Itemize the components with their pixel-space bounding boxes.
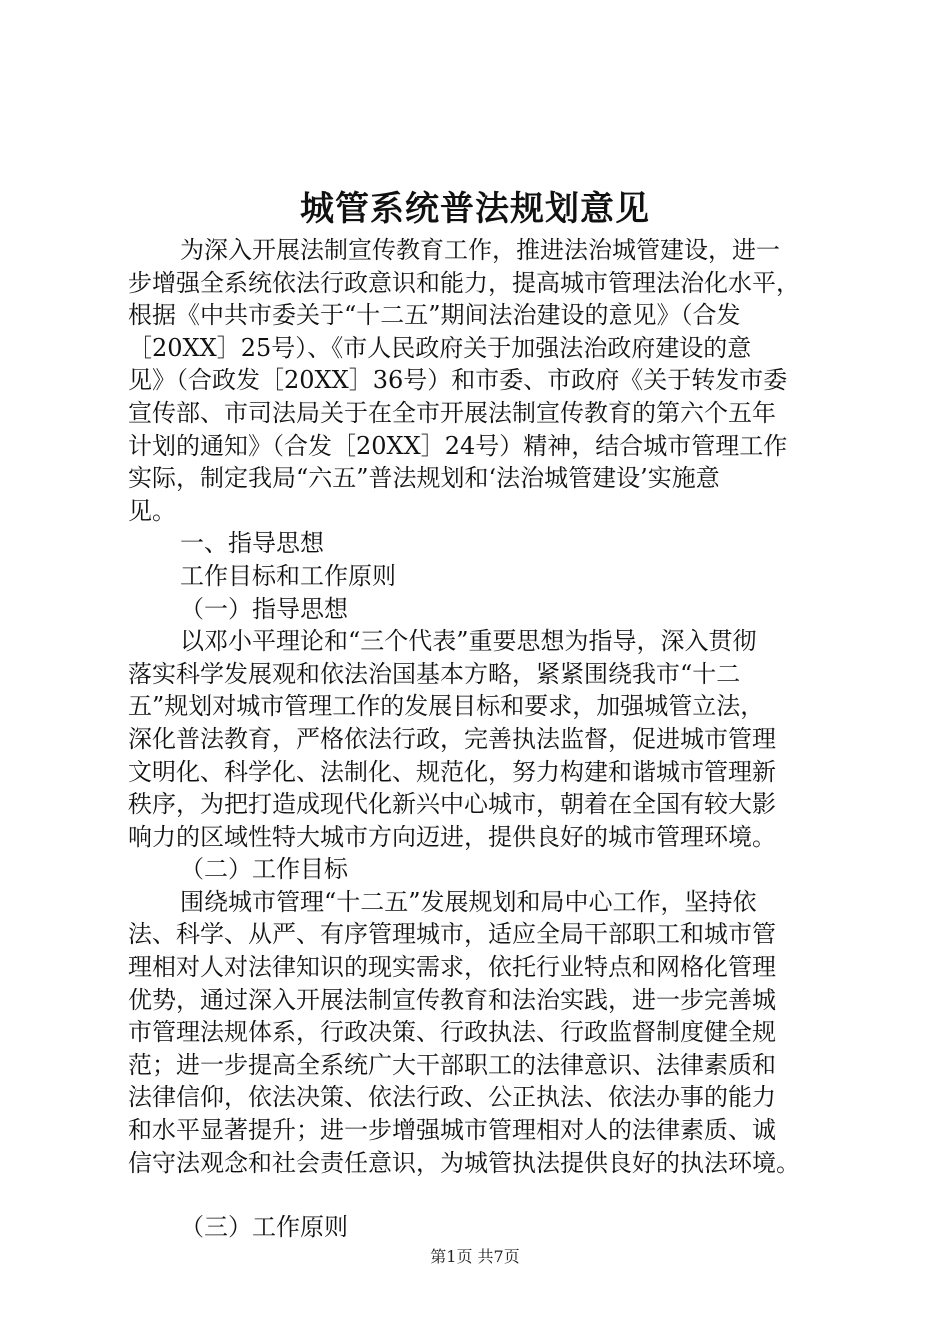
text-line: 和水平显著提升；进一步增强城市管理相对人的法律素质、诚 bbox=[128, 1116, 776, 1145]
text-line: 文明化、科学化、法制化、规范化，努力构建和谐城市管理新 bbox=[128, 757, 776, 786]
page-footer: 第1页 共7页 bbox=[430, 1247, 520, 1266]
text-line: 落实科学发展观和依法治国基本方略，紧紧围绕我市“十二 bbox=[128, 659, 741, 688]
text-line: 法律信仰，依法决策、依法行政、公正执法、依法办事的能力 bbox=[128, 1083, 776, 1112]
text-line: （二）工作目标 bbox=[180, 855, 348, 884]
text-line: 理相对人对法律知识的现实需求，依托行业特点和网格化管理 bbox=[128, 953, 776, 982]
section-heading: （三）工作原则 bbox=[180, 1213, 348, 1242]
document-title: 城管系统普法规划意见 bbox=[300, 189, 650, 229]
text-line: 计划的通知》（合发［20XX］24号）精神，结合城市管理工作 bbox=[128, 431, 788, 460]
text-line: 宣传部、市司法局关于在全市开展法制宣传教育的第六个五年 bbox=[128, 398, 776, 427]
text-line: （一）指导思想 bbox=[180, 594, 348, 623]
text-line: ［20XX］25号）、《市人民政府关于加强法治政府建设的意 bbox=[128, 333, 752, 362]
text-line: 优势，通过深入开展法制宣传教育和法治实践，进一步完善城 bbox=[128, 985, 776, 1014]
text-line: 步增强全系统依法行政意识和能力，提高城市管理法治化水平， bbox=[128, 268, 800, 297]
text-line: 信守法观念和社会责任意识，为城管执法提供良好的执法环境。 bbox=[128, 1148, 800, 1177]
text-line: 市管理法规体系，行政决策、行政执法、行政监督制度健全规 bbox=[128, 1018, 776, 1047]
text-line: 为深入开展法制宣传教育工作，推进法治城管建设，进一 bbox=[180, 236, 780, 264]
text-line: 根据《中共市委关于“十二五”期间法治建设的意见》（合发 bbox=[128, 301, 741, 330]
text-line: 秩序，为把打造成现代化新兴中心城市，朝着在全国有较大影 bbox=[128, 790, 776, 819]
text-line: 响力的区域性特大城市方向迈进，提供良好的城市管理环境。 bbox=[128, 822, 776, 851]
text-line: 法、科学、从严、有序管理城市，适应全局干部职工和城市管 bbox=[128, 920, 776, 949]
paragraph-gap bbox=[128, 1179, 848, 1211]
text-line: 围绕城市管理“十二五”发展规划和局中心工作，坚持依 bbox=[180, 887, 757, 916]
text-line: 深化普法教育，严格依法行政，完善执法监督，促进城市管理 bbox=[128, 724, 776, 753]
document-body bbox=[128, 234, 848, 1244]
text-line: 范；进一步提高全系统广大干部职工的法律意识、法律素质和 bbox=[128, 1050, 776, 1079]
text-line: 五”规划对城市管理工作的发展目标和要求，加强城管立法， bbox=[128, 692, 765, 721]
text-line: 实际，制定我局“六五”普法规划和‘法治城管建设’实施意 bbox=[128, 464, 720, 493]
text-line: 一、指导思想 bbox=[180, 529, 324, 558]
text-line: 以邓小平理论和“三个代表”重要思想为指导，深入贯彻 bbox=[180, 627, 757, 656]
text-line: 见。 bbox=[128, 496, 176, 525]
text-line: 见》（合政发［20XX］36号）和市委、市政府《关于转发市委 bbox=[128, 366, 788, 395]
text-line: 工作目标和工作原则 bbox=[180, 561, 396, 590]
